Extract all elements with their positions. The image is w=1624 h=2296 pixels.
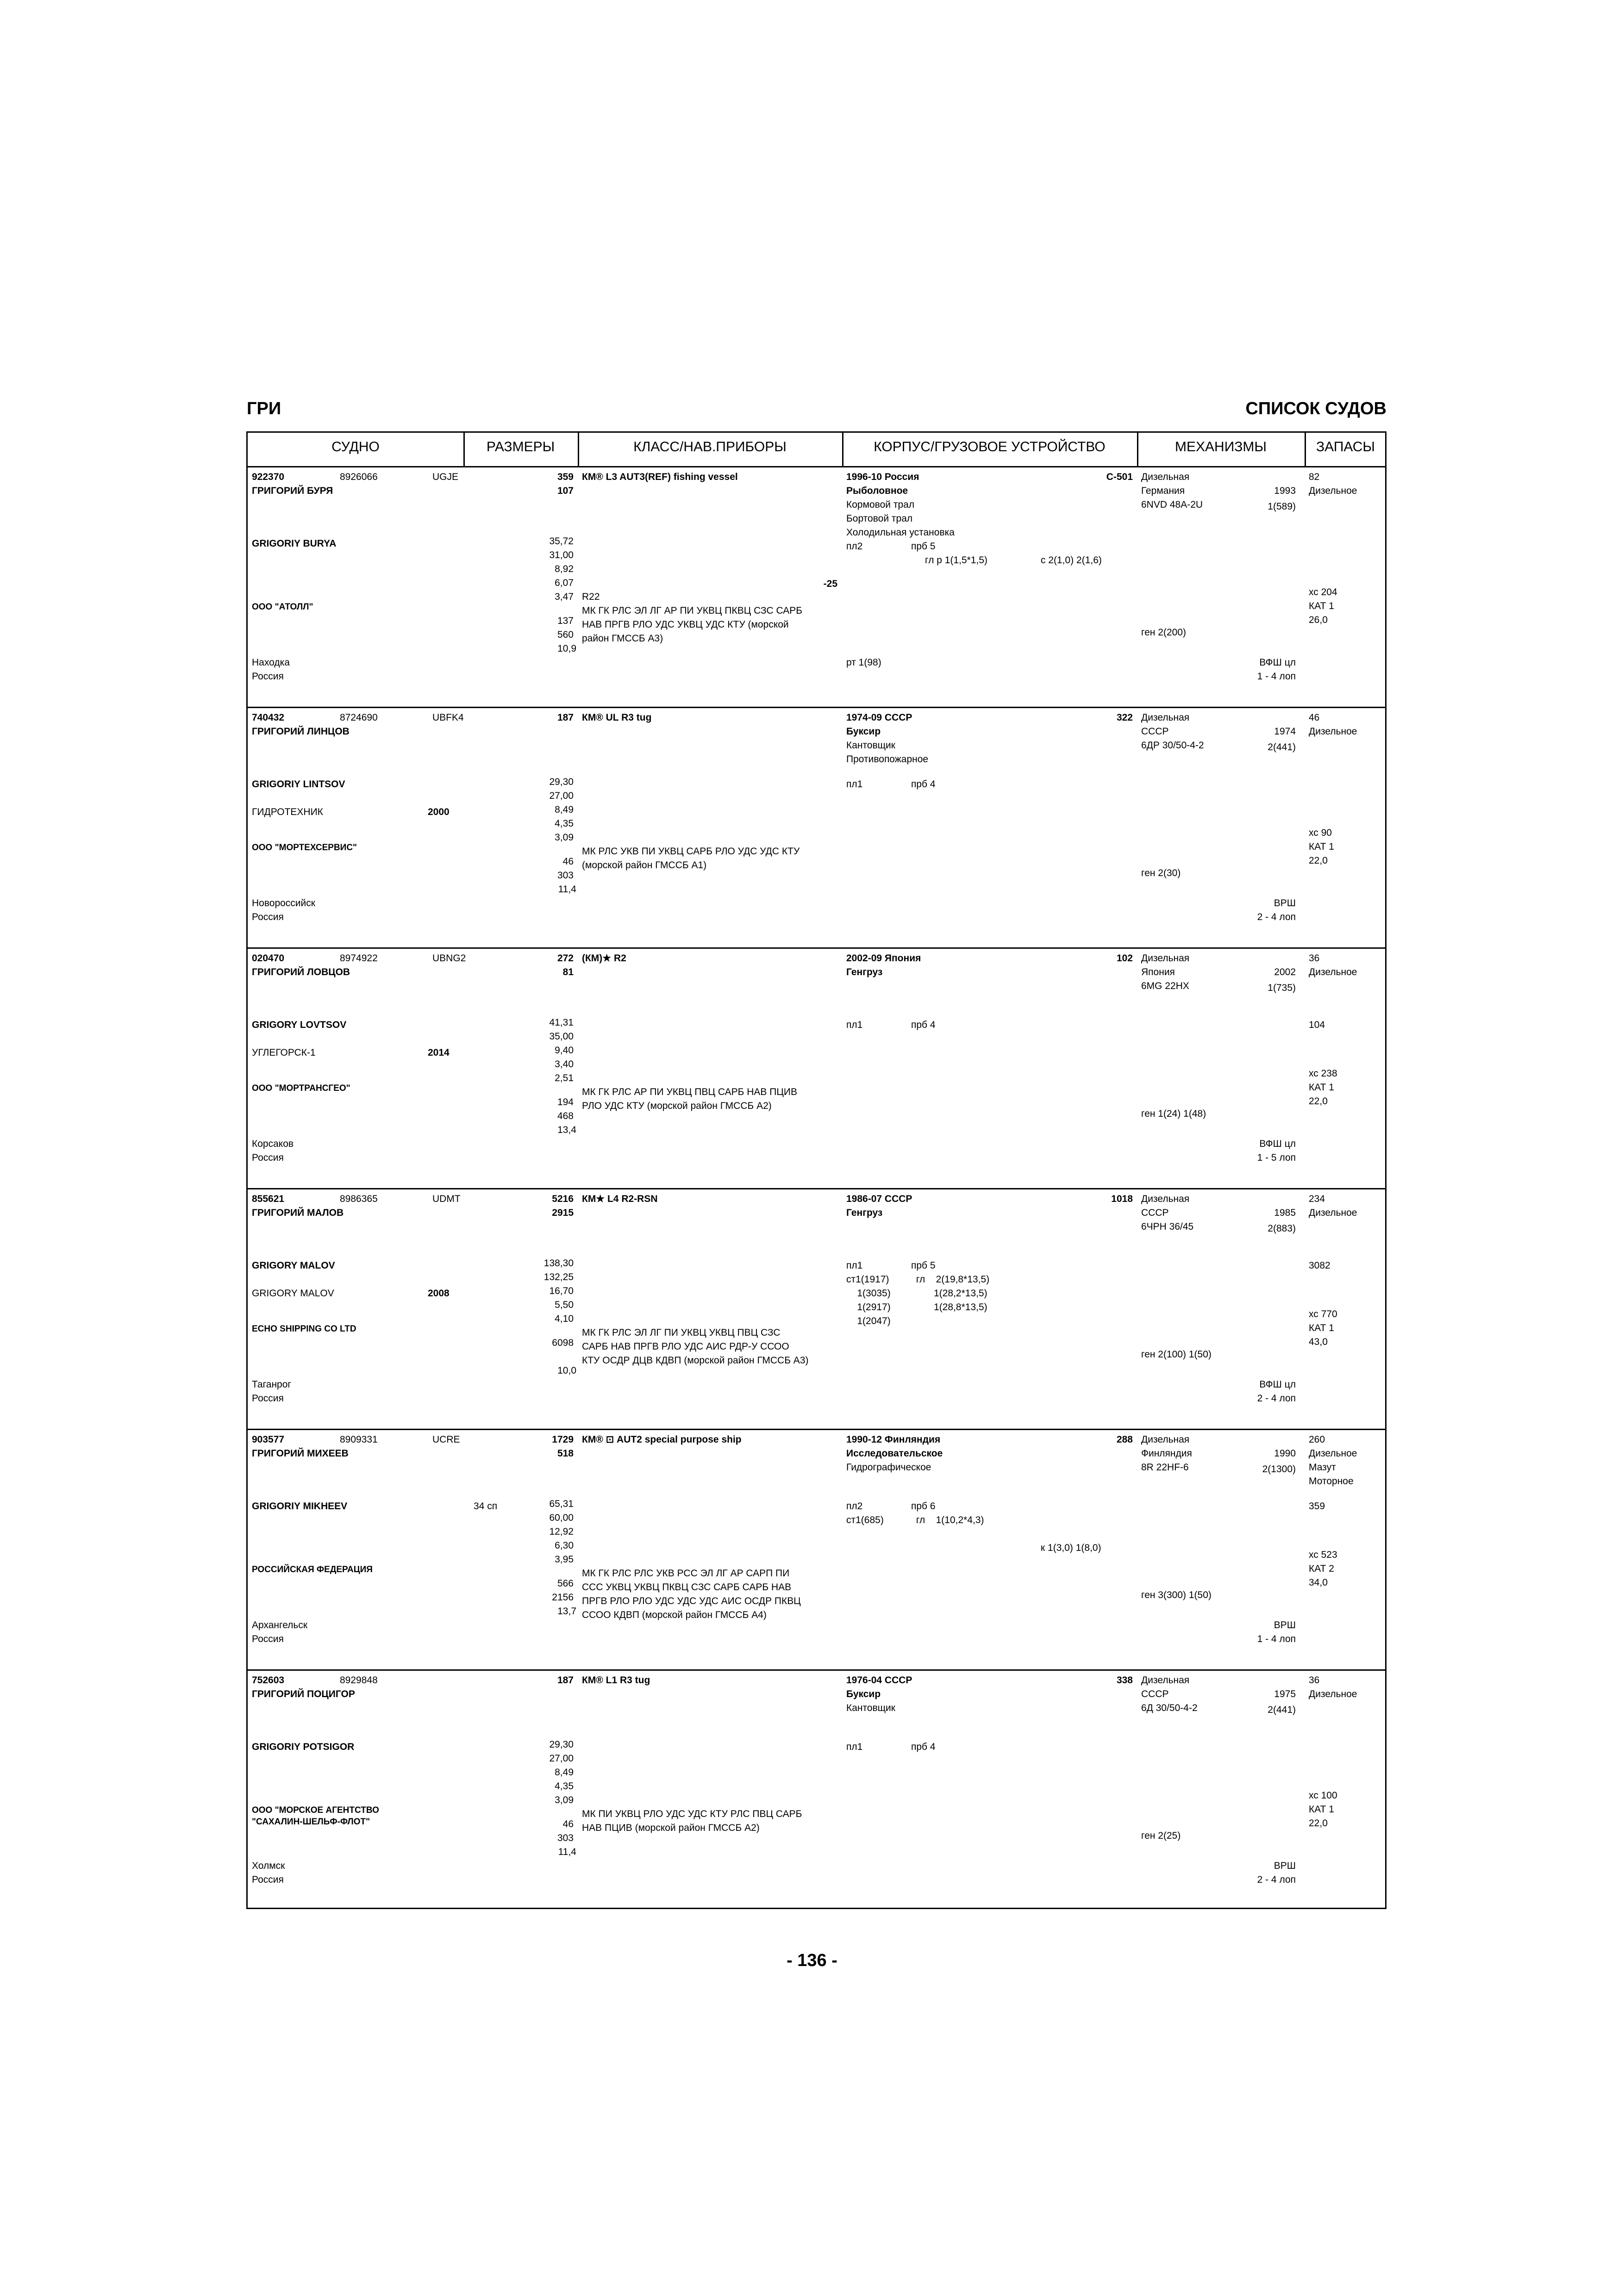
class-notation: КМ® ⊡ AUT2 special purpose ship <box>582 1434 742 1445</box>
call-sign: UBNG2 <box>432 953 466 964</box>
col-header-hull: КОРПУС/ГРУЗОВОЕ УСТРОЙСТВО <box>874 439 1106 454</box>
dimension-value: 138,30 <box>543 1258 574 1269</box>
nav-equipment-line: ССОО КДВП (морской район ГМССБ А4) <box>582 1610 767 1620</box>
registry-number: 855621 <box>252 1194 285 1204</box>
supply-category: КАТ 1 <box>1309 1804 1334 1815</box>
net-tonnage: 81 <box>562 967 574 977</box>
dimension-value: 29,30 <box>549 1739 574 1750</box>
engine-power: 2(441) <box>1268 1705 1296 1715</box>
ship-name-latin: GRIGORY LOVTSOV <box>252 1020 347 1030</box>
project-number: 322 <box>1116 712 1133 723</box>
net-tonnage: 518 <box>557 1448 574 1459</box>
bulkheads: прб 6 <box>911 1501 936 1512</box>
dimension-value: 16,70 <box>549 1286 574 1296</box>
capacity: 2156 <box>552 1592 574 1603</box>
decks: пл2 <box>846 1501 863 1512</box>
engine-country: Финляндия <box>1141 1448 1192 1459</box>
home-port: Находка <box>252 657 290 668</box>
class-notation: КМ® L3 AUT3(REF) fishing vessel <box>582 472 738 482</box>
build-date-place: 1974-09 СССР <box>846 712 912 723</box>
speed: 11,4 <box>558 884 576 895</box>
decks: пл2 <box>846 541 863 552</box>
propeller: ВРШ <box>1274 898 1296 908</box>
dimension-value: 31,00 <box>549 550 574 560</box>
nav-equipment-line: САРБ НАВ ПРГВ РЛО УДС АИС РДР-У ССОО <box>582 1341 789 1352</box>
supply-category: КАТ 1 <box>1309 1082 1334 1093</box>
build-date-place: 1990-12 Финляндия <box>846 1434 941 1445</box>
supply-crew: хс 204 <box>1309 587 1337 597</box>
engine-type: Дизельная <box>1141 712 1190 723</box>
ship-name: ГРИГОРИЙ БУРЯ <box>252 485 333 496</box>
registry-number: 752603 <box>252 1675 285 1686</box>
call-sign: UBFK4 <box>432 712 464 723</box>
home-port: Корсаков <box>252 1139 294 1149</box>
supply-autonomy: 26,0 <box>1309 615 1328 625</box>
dimension-value: 2,51 <box>555 1073 574 1083</box>
hull-feature: Холодильная установка <box>846 527 955 538</box>
project-number: 338 <box>1116 1675 1133 1686</box>
nav-equipment-line: МК ГК РЛС АР ПИ УКВЦ ПВЦ САРБ НАВ ПЦИВ <box>582 1087 797 1097</box>
cargo-gear: гл р 1(1,5*1,5) <box>925 555 988 566</box>
capacity: 468 <box>557 1111 574 1121</box>
ship-type: Буксир <box>846 726 881 737</box>
supply-fuel-amount: 234 <box>1309 1194 1325 1204</box>
dimension-value: 6,30 <box>555 1540 574 1551</box>
class-notation: КМ★ L4 R2-RSN <box>582 1194 658 1204</box>
ship-owner-line2: "САХАЛИН-ШЕЛЬФ-ФЛОТ" <box>252 1817 370 1827</box>
nav-equipment-line: КТУ ОСДР ДЦВ КДВП (морской район ГМССБ А3) <box>582 1355 809 1366</box>
engine-power: 2(1300) <box>1262 1464 1296 1475</box>
call-sign: UDMT <box>432 1194 461 1204</box>
engine-model: 6Д 30/50-4-2 <box>1141 1703 1198 1713</box>
project-number: 288 <box>1116 1434 1133 1445</box>
registry-number: 020470 <box>252 953 285 964</box>
cargo-gear: 1(3035) 1(28,2*13,5) <box>846 1288 987 1299</box>
ship-entry <box>248 1430 1385 1671</box>
bulkheads: прб 4 <box>911 1020 936 1030</box>
propeller-blades: 2 - 4 лоп <box>1257 1874 1296 1885</box>
engine-model: 6MG 22HX <box>1141 981 1189 991</box>
former-name-year: 2008 <box>428 1288 450 1299</box>
decks: пл1 <box>846 1020 863 1030</box>
home-port: Новороссийск <box>252 898 315 908</box>
supply-fuel-type: Дизельное <box>1309 1448 1357 1459</box>
ship-owner: ООО "МОРТЕХСЕРВИС" <box>252 843 357 852</box>
supply-fuel-type: Дизельное <box>1309 967 1357 977</box>
dimension-value: 132,25 <box>543 1272 574 1282</box>
ship-name-latin: GRIGORY MALOV <box>252 1260 335 1271</box>
propeller: ВРШ <box>1274 1620 1296 1630</box>
ship-name: ГРИГОРИЙ МИХЕЕВ <box>252 1448 349 1459</box>
generators: ген 2(25) <box>1141 1830 1181 1841</box>
hull-feature: Гидрографическое <box>846 1462 931 1473</box>
ship-name-latin: GRIGORIY LINTSOV <box>252 779 345 790</box>
supply-crew: хс 238 <box>1309 1068 1337 1079</box>
dimension-value: 5,50 <box>555 1300 574 1310</box>
gross-tonnage: 359 <box>557 472 574 482</box>
engine-type: Дизельная <box>1141 953 1190 964</box>
capacity: 303 <box>557 870 574 881</box>
class-ice-temp: -25 <box>823 579 837 589</box>
engine-power: 1(589) <box>1268 501 1296 512</box>
dimension-value: 35,72 <box>549 536 574 547</box>
bulkheads: прб 5 <box>911 541 936 552</box>
generators: ген 2(200) <box>1141 627 1187 638</box>
ship-name: ГРИГОРИЙ ПОЦИГОР <box>252 1689 355 1699</box>
ship-name-latin: GRIGORIY POTSIGOR <box>252 1742 355 1752</box>
dimension-value: 27,00 <box>549 1753 574 1764</box>
flag-country: Россия <box>252 1393 284 1404</box>
col-header-ship: СУДНО <box>331 439 380 454</box>
speed: 13,4 <box>557 1125 576 1135</box>
registry-number: 903577 <box>252 1434 285 1445</box>
supply-fuel-type-3: Моторное <box>1309 1476 1354 1487</box>
imo-number: 8986365 <box>340 1194 378 1204</box>
former-name: GRIGORY MALOV <box>252 1288 334 1299</box>
propeller: ВФШ цл <box>1259 1139 1296 1149</box>
engine-country: Германия <box>1141 485 1185 496</box>
supply-water: 359 <box>1309 1501 1325 1512</box>
dimension-value: 60,00 <box>549 1512 574 1523</box>
cargo-gear: ст1(685) гл 1(10,2*4,3) <box>846 1515 984 1525</box>
col-header-machinery: МЕХАНИЗМЫ <box>1175 439 1267 454</box>
net-tonnage: 2915 <box>552 1207 574 1218</box>
ship-type: Генгруз <box>846 967 883 977</box>
bulkheads: прб 4 <box>911 779 936 790</box>
running-header-left: ГРИ <box>247 399 281 418</box>
dimension-value: 8,49 <box>555 804 574 815</box>
dimension-value: 41,31 <box>549 1017 574 1028</box>
propeller: ВФШ цл <box>1259 1379 1296 1390</box>
former-name-year: 2014 <box>428 1047 450 1058</box>
dimension-value: 3,09 <box>555 832 574 843</box>
home-port: Таганрог <box>252 1379 292 1390</box>
supply-fuel-amount: 36 <box>1309 953 1320 964</box>
deadweight: 194 <box>557 1097 574 1108</box>
engine-country: СССР <box>1141 1207 1169 1218</box>
registry-number: 740432 <box>252 712 285 723</box>
propeller: ВРШ <box>1274 1860 1296 1871</box>
col-header-supplies: ЗАПАСЫ <box>1316 439 1375 454</box>
dimension-value: 6,07 <box>555 578 574 588</box>
dimension-value: 4,10 <box>555 1313 574 1324</box>
ship-name-latin: GRIGORIY MIKHEEV <box>252 1501 348 1512</box>
home-port: Архангельск <box>252 1620 308 1630</box>
bulkheads: прб 4 <box>911 1742 936 1752</box>
gross-tonnage: 1729 <box>552 1434 574 1445</box>
engine-year: 1985 <box>1274 1207 1296 1218</box>
class-extra: R22 <box>582 591 600 602</box>
supply-fuel-amount: 82 <box>1309 472 1320 482</box>
speed: 10,0 <box>557 1365 576 1376</box>
page-number: - 136 - <box>787 1951 837 1970</box>
engine-power: 2(883) <box>1268 1223 1296 1234</box>
engine-year: 1993 <box>1274 485 1296 496</box>
ship-owner: ООО "МОРСКОЕ АГЕНТСТВО <box>252 1805 379 1815</box>
generators: ген 1(24) 1(48) <box>1141 1108 1206 1119</box>
nav-equipment-line: (морской район ГМССБ А1) <box>582 860 707 871</box>
engine-model: 6NVD 48A-2U <box>1141 499 1203 510</box>
propeller-blades: 2 - 4 лоп <box>1257 912 1296 922</box>
dimension-value: 4,35 <box>555 1781 574 1792</box>
supply-autonomy: 43,0 <box>1309 1337 1328 1347</box>
generators: ген 2(30) <box>1141 868 1181 878</box>
supply-crew: хс 90 <box>1309 828 1332 838</box>
engine-country: СССР <box>1141 726 1169 737</box>
flag-country: Россия <box>252 1874 284 1885</box>
build-date-place: 2002-09 Япония <box>846 953 921 964</box>
supply-autonomy: 22,0 <box>1309 855 1328 866</box>
supply-crew: хс 770 <box>1309 1309 1337 1319</box>
speed: 11,4 <box>558 1847 576 1857</box>
supply-fuel-type-2: Мазут <box>1309 1462 1336 1473</box>
build-date-place: 1996-10 Россия <box>846 472 919 482</box>
flag-country: Россия <box>252 1634 284 1644</box>
deadweight: 6098 <box>552 1338 574 1348</box>
nav-equipment-line: МК ГК РЛС ЭЛ ЛГ АР ПИ УКВЦ ПКВЦ СЗС САРБ <box>582 605 803 616</box>
supply-fuel-type: Дизельное <box>1309 485 1357 496</box>
dimension-value: 3,09 <box>555 1795 574 1805</box>
dimension-value: 12,92 <box>549 1526 574 1537</box>
engine-type: Дизельная <box>1141 1675 1190 1686</box>
dimension-value: 27,00 <box>549 790 574 801</box>
supply-autonomy: 22,0 <box>1309 1818 1328 1829</box>
build-date-place: 1986-07 СССР <box>846 1194 912 1204</box>
engine-type: Дизельная <box>1141 1194 1190 1204</box>
ship-name-latin: GRIGORIY BURYA <box>252 538 337 549</box>
ship-name: ГРИГОРИЙ МАЛОВ <box>252 1207 344 1218</box>
dimension-value: 3,40 <box>555 1059 574 1070</box>
engine-country: Япония <box>1141 967 1175 977</box>
class-notation: КМ® UL R3 tug <box>582 712 652 723</box>
call-sign: UCRE <box>432 1434 460 1445</box>
build-date-place: 1976-04 СССР <box>846 1675 912 1686</box>
project-number: 1018 <box>1111 1194 1133 1204</box>
gross-tonnage: 187 <box>557 1675 574 1686</box>
supply-category: КАТ 1 <box>1309 601 1334 611</box>
former-name: ГИДРОТЕХНИК <box>252 807 323 817</box>
ship-owner: ООО "АТОЛЛ" <box>252 602 313 612</box>
registry-number: 922370 <box>252 472 285 482</box>
cargo-gear: 1(2917) 1(28,8*13,5) <box>846 1302 987 1313</box>
cargo-gear: ст1(1917) гл 2(19,8*13,5) <box>846 1274 990 1285</box>
propeller-blades: 2 - 4 лоп <box>1257 1393 1296 1404</box>
imo-number: 8974922 <box>340 953 378 964</box>
dimension-value: 3,47 <box>555 591 574 602</box>
ship-entry <box>248 1189 1385 1430</box>
imo-number: 8929848 <box>340 1675 378 1686</box>
ship-name: ГРИГОРИЙ ЛИНЦОВ <box>252 726 350 737</box>
flag-country: Россия <box>252 1152 284 1163</box>
hull-feature: Кантовщик <box>846 1703 895 1713</box>
supply-category: КАТ 1 <box>1309 1323 1334 1333</box>
project-number: С-501 <box>1106 472 1133 482</box>
net-tonnage: 107 <box>557 485 574 496</box>
running-header-right: СПИСОК СУДОВ <box>1245 399 1387 418</box>
flag-country: Россия <box>252 912 284 922</box>
supply-fuel-type: Дизельное <box>1309 1207 1357 1218</box>
former-name-year: 2000 <box>428 807 450 817</box>
gross-tonnage: 5216 <box>552 1194 574 1204</box>
nav-equipment-line: ССС УКВЦ УКВЦ ПКВЦ СЗС САРБ САРБ НАВ <box>582 1582 792 1593</box>
cargo-gear-extra: к 1(3,0) 1(8,0) <box>1041 1543 1101 1553</box>
ship-type: Буксир <box>846 1689 881 1699</box>
speed: 13,7 <box>557 1606 576 1617</box>
nav-equipment-line: РЛО УДС КТУ (морской район ГМССБ А2) <box>582 1101 772 1111</box>
imo-number: 8909331 <box>340 1434 378 1445</box>
class-notation: (КМ)★ R2 <box>582 953 626 964</box>
ship-entry <box>248 467 1385 708</box>
ship-type: Рыболовное <box>846 485 908 496</box>
ship-type: Исследовательское <box>846 1448 943 1459</box>
engine-year: 1975 <box>1274 1689 1296 1699</box>
capacity: 303 <box>557 1833 574 1843</box>
ship-entry <box>248 949 1385 1189</box>
nav-equipment-line: МК ГК РЛС ЭЛ ЛГ ПИ УКВЦ УКВЦ ПВЦ СЗС <box>582 1327 781 1338</box>
supply-category: КАТ 1 <box>1309 841 1334 852</box>
deadweight: 566 <box>557 1578 574 1589</box>
ship-type: Генгруз <box>846 1207 883 1218</box>
flag-country: Россия <box>252 671 284 682</box>
dimension-value: 4,35 <box>555 818 574 829</box>
decks: пл1 <box>846 1260 863 1271</box>
deadweight: 137 <box>557 616 574 626</box>
engine-year: 1974 <box>1274 726 1296 737</box>
nav-equipment-line: район ГМССБ А3) <box>582 633 663 644</box>
supply-fuel-amount: 46 <box>1309 712 1320 723</box>
engine-model: 8R 22HF-6 <box>1141 1462 1189 1473</box>
dimension-value: 29,30 <box>549 777 574 787</box>
ship-owner: ООО "МОРТРАНСГЕО" <box>252 1083 350 1093</box>
nav-equipment-line: НАВ ПЦИВ (морской район ГМССБ А2) <box>582 1823 760 1833</box>
ship-entry <box>248 1671 1385 1911</box>
engine-model: 6ДР 30/50-4-2 <box>1141 740 1204 751</box>
imo-number: 8724690 <box>340 712 378 723</box>
generators: ген 2(100) 1(50) <box>1141 1349 1212 1360</box>
supply-water: 104 <box>1309 1020 1325 1030</box>
ship-entry <box>248 708 1385 949</box>
decks: пл1 <box>846 779 863 790</box>
home-port: Холмск <box>252 1860 285 1871</box>
ship-name: ГРИГОРИЙ ЛОВЦОВ <box>252 967 350 977</box>
hull-other: 34 сп <box>474 1501 498 1512</box>
ship-owner: ECHO SHIPPING CO LTD <box>252 1324 356 1334</box>
deadweight: 46 <box>562 856 574 867</box>
engine-year: 2002 <box>1274 967 1296 977</box>
engine-year: 1990 <box>1274 1448 1296 1459</box>
hull-other: рт 1(98) <box>846 657 881 668</box>
hull-feature: Бортовой трал <box>846 513 913 524</box>
supply-crew: хс 523 <box>1309 1549 1337 1560</box>
ship-owner: РОССИЙСКАЯ ФЕДЕРАЦИЯ <box>252 1565 373 1574</box>
hull-feature: Противопожарное <box>846 754 929 765</box>
engine-country: СССР <box>1141 1689 1169 1699</box>
hull-feature: Кормовой трал <box>846 499 915 510</box>
deadweight: 46 <box>562 1819 574 1829</box>
class-notation: КМ® L1 R3 tug <box>582 1675 650 1686</box>
engine-model: 6ЧРН 36/45 <box>1141 1221 1194 1232</box>
dimension-value: 9,40 <box>555 1045 574 1056</box>
speed: 10,9 <box>557 643 576 654</box>
engine-power: 1(735) <box>1268 983 1296 993</box>
call-sign: UGJE <box>432 472 459 482</box>
dimension-value: 8,92 <box>555 564 574 574</box>
bulkheads: прб 5 <box>911 1260 936 1271</box>
nav-equipment-line: НАВ ПРГВ РЛО УДС УКВЦ УДС КТУ (морской <box>582 619 789 630</box>
supply-fuel-type: Дизельное <box>1309 1689 1357 1699</box>
propeller-blades: 1 - 4 лоп <box>1257 671 1296 682</box>
supply-crew: хс 100 <box>1309 1790 1337 1801</box>
nav-equipment-line: МК ГК РЛС РЛС УКВ РСС ЭЛ ЛГ АР САРП ПИ <box>582 1568 790 1579</box>
engine-type: Дизельная <box>1141 472 1190 482</box>
cargo-gear: 1(2047) <box>846 1316 891 1326</box>
ship-register-table <box>246 431 1387 1909</box>
project-number: 102 <box>1116 953 1133 964</box>
capacity: 560 <box>557 629 574 640</box>
imo-number: 8926066 <box>340 472 378 482</box>
engine-type: Дизельная <box>1141 1434 1190 1445</box>
cargo-gear-extra: с 2(1,0) 2(1,6) <box>1041 555 1102 566</box>
supply-fuel-amount: 36 <box>1309 1675 1320 1686</box>
engine-power: 2(441) <box>1268 742 1296 753</box>
supply-fuel-amount: 260 <box>1309 1434 1325 1445</box>
supply-autonomy: 22,0 <box>1309 1096 1328 1107</box>
gross-tonnage: 187 <box>557 712 574 723</box>
supply-autonomy: 34,0 <box>1309 1577 1328 1588</box>
generators: ген 3(300) 1(50) <box>1141 1590 1212 1600</box>
propeller-blades: 1 - 5 лоп <box>1257 1152 1296 1163</box>
supply-water: 3082 <box>1309 1260 1330 1271</box>
col-header-dimensions: РАЗМЕРЫ <box>486 439 555 454</box>
dimension-value: 35,00 <box>549 1031 574 1042</box>
dimension-value: 3,95 <box>555 1554 574 1565</box>
nav-equipment-line: ПРГВ РЛО РЛО УДС УДС УДС АИС ОСДР ПКВЦ <box>582 1596 801 1606</box>
nav-equipment-line: МК РЛС УКВ ПИ УКВЦ САРБ РЛО УДС УДС КТУ <box>582 846 800 857</box>
propeller-blades: 1 - 4 лоп <box>1257 1634 1296 1644</box>
gross-tonnage: 272 <box>557 953 574 964</box>
supply-fuel-type: Дизельное <box>1309 726 1357 737</box>
nav-equipment-line: МК ПИ УКВЦ РЛО УДС УДС КТУ РЛС ПВЦ САРБ <box>582 1809 802 1819</box>
hull-feature: Кантовщик <box>846 740 895 751</box>
dimension-value: 8,49 <box>555 1767 574 1778</box>
former-name: УГЛЕГОРСК-1 <box>252 1047 316 1058</box>
supply-category: КАТ 2 <box>1309 1563 1334 1574</box>
propeller: ВФШ цл <box>1259 657 1296 668</box>
col-header-class: КЛАСС/НАВ.ПРИБОРЫ <box>633 439 787 454</box>
dimension-value: 65,31 <box>549 1499 574 1509</box>
decks: пл1 <box>846 1742 863 1752</box>
